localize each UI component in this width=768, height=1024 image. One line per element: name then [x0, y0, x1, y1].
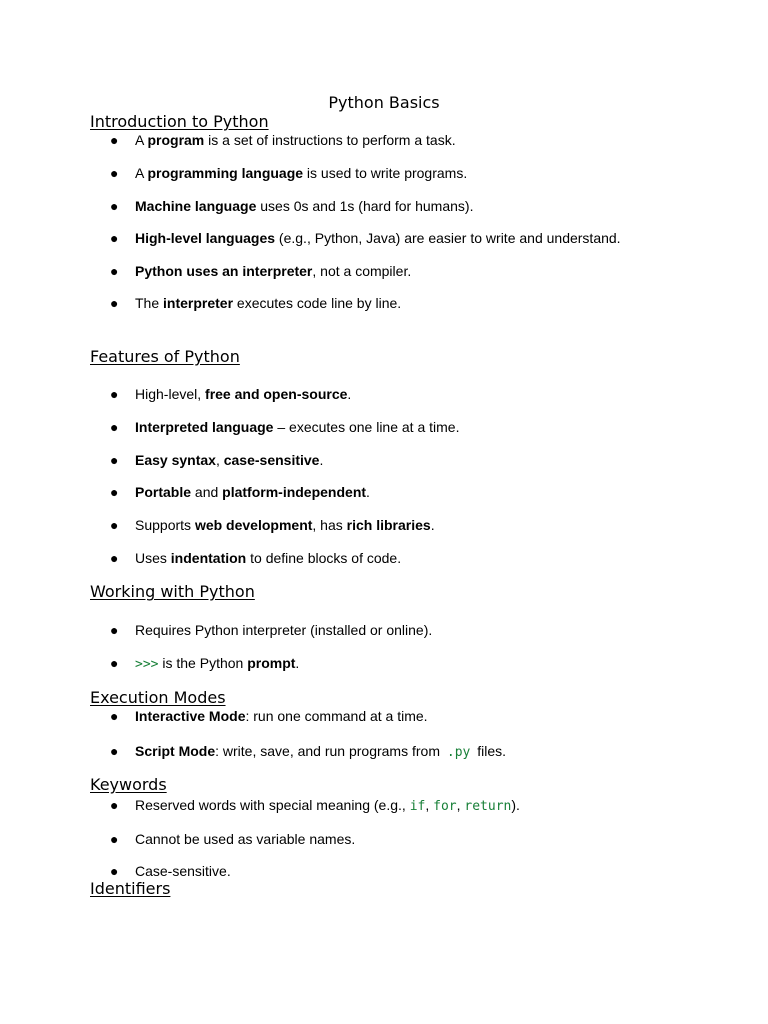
list-item-text: Interactive Mode: run one command at a time.: [135, 708, 428, 724]
inline-code: for: [433, 799, 457, 814]
list-item-text: Cannot be used as variable names.: [135, 831, 356, 847]
list-item-text: High-level, free and open-source.: [135, 386, 352, 402]
list-item-text: Portable and platform-independent.: [135, 484, 370, 500]
bullet-icon: ●: [110, 622, 119, 638]
inline-code: return: [464, 799, 512, 814]
bullet-icon: ●: [110, 863, 119, 879]
inline-code: if: [409, 799, 426, 814]
bullet-icon: ●: [110, 295, 119, 311]
list-item-text: Interpreted language – executes one line at a time.: [135, 419, 460, 435]
bullet-icon: ●: [110, 386, 119, 402]
bullet-icon: ●: [110, 452, 119, 468]
section-heading-working: Working with Python: [90, 582, 255, 601]
section-heading-features: Features of Python: [90, 347, 240, 366]
bullet-icon: ●: [110, 550, 119, 566]
list-item-text: Supports web development, has rich libraries.: [135, 517, 435, 533]
bullet-icon: ●: [110, 165, 119, 181]
bullet-icon: ●: [110, 797, 119, 813]
section-heading-keywords: Keywords: [90, 775, 167, 794]
list-item-text: A programming language is used to write programs.: [135, 165, 468, 181]
list-item-text: The interpreter executes code line by line.: [135, 295, 402, 311]
bullet-icon: ●: [110, 708, 119, 724]
list-item-text: A program is a set of instructions to perform a task.: [135, 132, 456, 148]
bullet-icon: ●: [110, 263, 119, 279]
section-heading-introduction: Introduction to Python: [90, 112, 269, 131]
list-item-text: Requires Python interpreter (installed or online).: [135, 622, 433, 638]
inline-code: >>>: [135, 657, 159, 672]
list-item-text: Script Mode: write, save, and run programs from .py files.: [135, 743, 507, 760]
bullet-icon: ●: [110, 132, 119, 148]
bullet-icon: ●: [110, 743, 119, 759]
list-item-text: High-level languages (e.g., Python, Java) are easier to write and understand.: [135, 230, 621, 246]
bullet-icon: ●: [110, 198, 119, 214]
list-item-text: Easy syntax, case-sensitive.: [135, 452, 324, 468]
bullet-icon: ●: [110, 655, 119, 671]
list-item-text: >>> is the Python prompt.: [135, 655, 300, 672]
bullet-icon: ●: [110, 419, 119, 435]
bullet-icon: ●: [110, 831, 119, 847]
bullet-icon: ●: [110, 230, 119, 246]
list-item-text: Reserved words with special meaning (e.g., if, for, return).: [135, 797, 520, 814]
list-item-text: Machine language uses 0s and 1s (hard for humans).: [135, 198, 474, 214]
bullet-icon: ●: [110, 484, 119, 500]
list-item-text: Python uses an interpreter, not a compiler.: [135, 263, 412, 279]
list-item-text: Case-sensitive.: [135, 863, 231, 879]
bullet-icon: ●: [110, 517, 119, 533]
inline-code: .py: [446, 745, 471, 760]
section-heading-execution-modes: Execution Modes: [90, 688, 226, 707]
document-title: Python Basics: [328, 93, 440, 112]
section-heading-identifiers: Identifiers: [90, 879, 171, 898]
list-item-text: Uses indentation to define blocks of code.: [135, 550, 402, 566]
